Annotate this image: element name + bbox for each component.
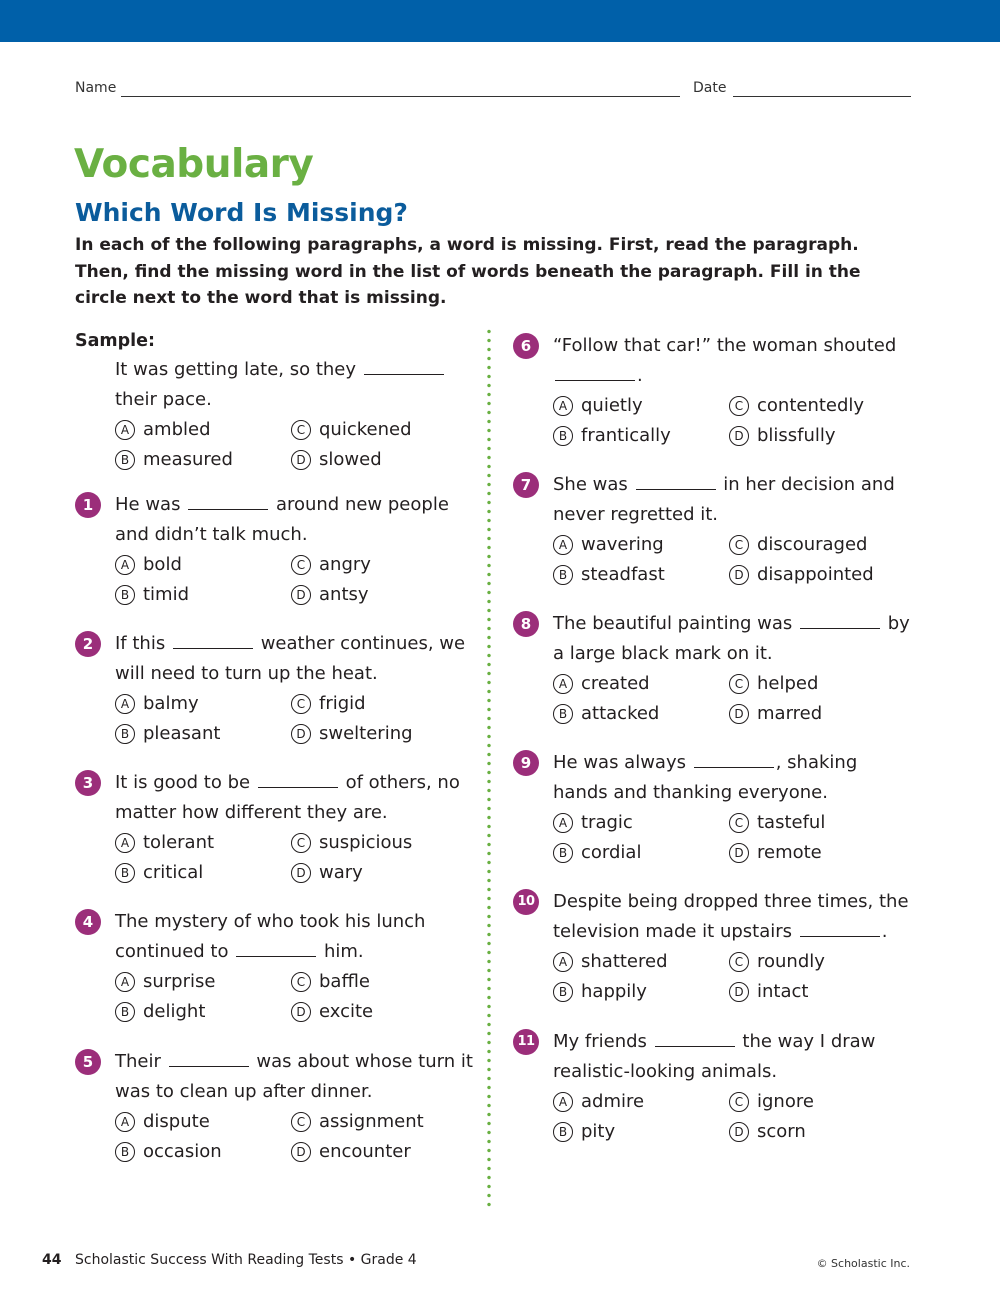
answer-blank xyxy=(364,374,444,375)
bubble-icon[interactable]: D xyxy=(729,704,749,724)
options xyxy=(513,808,893,868)
stem-before: It is good to be xyxy=(115,772,251,793)
stem-before: Their xyxy=(115,1051,161,1072)
bubble-icon[interactable]: D xyxy=(729,565,749,585)
instructions: In each of the following paragraphs, a word is missing. First, read the paragraph. Then, find the missing word in the list of words beneath the paragraph. Fill in the circle next to the word that is missing. xyxy=(75,235,861,308)
bubble-icon[interactable]: C xyxy=(729,674,749,694)
question-11 xyxy=(513,1027,893,1147)
sample-question xyxy=(75,355,455,475)
option-b[interactable]: B measured xyxy=(115,445,233,475)
option-d[interactable]: D antsy xyxy=(291,580,369,610)
option-b[interactable]: B frantically xyxy=(553,421,671,451)
question-stem xyxy=(75,355,475,415)
option-d[interactable]: D intact xyxy=(729,977,808,1007)
option-b[interactable]: B steadfast xyxy=(553,560,665,590)
option-b[interactable]: B occasion xyxy=(115,1137,222,1167)
bubble-icon[interactable]: C xyxy=(291,555,311,575)
answer-blank xyxy=(800,628,880,629)
answer-blank xyxy=(173,648,253,649)
option-a[interactable]: A dispute xyxy=(115,1107,210,1137)
option-c[interactable]: C quickened xyxy=(291,415,412,445)
option-c[interactable]: C tasteful xyxy=(729,808,825,838)
question-1 xyxy=(75,490,455,610)
column-divider xyxy=(487,327,491,1211)
bubble-icon[interactable]: D xyxy=(291,724,311,744)
question-stem xyxy=(75,629,475,689)
options xyxy=(75,550,455,610)
bubble-icon[interactable]: B xyxy=(115,1002,135,1022)
date-label: Date xyxy=(693,80,727,96)
option-c[interactable]: C angry xyxy=(291,550,371,580)
stem-after: their pace. xyxy=(115,389,212,410)
option-d[interactable]: D blissfully xyxy=(729,421,836,451)
stem-before: It was getting late, so they xyxy=(115,359,357,380)
bubble-icon[interactable]: D xyxy=(729,426,749,446)
bubble-icon[interactable]: D xyxy=(291,863,311,883)
option-d[interactable]: D excite xyxy=(291,997,373,1027)
bubble-icon[interactable]: A xyxy=(553,674,573,694)
option-c[interactable]: C baffle xyxy=(291,967,370,997)
stem-before: He was xyxy=(115,494,181,515)
stem-before: The mystery of who took his lunch continued to xyxy=(115,911,426,962)
copyright: © Scholastic Inc. xyxy=(816,1257,910,1270)
bubble-icon[interactable]: C xyxy=(729,813,749,833)
stem-before: If this xyxy=(115,633,166,654)
stem-before: Despite being dropped three times, the television made it upstairs xyxy=(553,891,909,942)
bubble-icon[interactable]: C xyxy=(291,694,311,714)
question-10 xyxy=(513,887,909,1007)
bubble-icon[interactable]: C xyxy=(729,535,749,555)
bubble-icon[interactable]: C xyxy=(291,833,311,853)
question-stem xyxy=(513,887,913,947)
question-stem xyxy=(513,748,913,808)
options xyxy=(513,669,893,729)
option-c[interactable]: C discouraged xyxy=(729,530,867,560)
name-label: Name xyxy=(75,80,117,96)
bubble-icon[interactable]: A xyxy=(553,1092,573,1112)
bubble-icon[interactable]: A xyxy=(115,694,135,714)
question-stem xyxy=(513,1027,913,1087)
bubble-icon[interactable]: B xyxy=(553,982,573,1002)
option-d[interactable]: D scorn xyxy=(729,1117,806,1147)
option-c[interactable]: C helped xyxy=(729,669,818,699)
option-a[interactable]: A shattered xyxy=(553,947,668,977)
question-number-badge: 6 xyxy=(513,333,539,359)
question-number-badge: 2 xyxy=(75,631,101,657)
bubble-icon[interactable]: B xyxy=(115,1142,135,1162)
option-d[interactable]: D marred xyxy=(729,699,822,729)
options xyxy=(513,530,893,590)
question-number-badge: 4 xyxy=(75,909,101,935)
option-a[interactable]: A balmy xyxy=(115,689,199,719)
option-a[interactable]: A surprise xyxy=(115,967,215,997)
bubble-icon[interactable]: B xyxy=(553,843,573,863)
bubble-icon[interactable]: D xyxy=(729,982,749,1002)
answer-blank xyxy=(169,1066,249,1067)
bubble-icon[interactable]: A xyxy=(553,952,573,972)
answer-blank xyxy=(694,767,774,768)
question-stem xyxy=(513,609,913,669)
stem-before: She was xyxy=(553,474,628,495)
question-8 xyxy=(513,609,910,729)
stem-before: The beautiful painting was xyxy=(553,613,793,634)
option-d[interactable]: D disappointed xyxy=(729,560,874,590)
stem-before: He was always xyxy=(553,752,686,773)
bubble-icon[interactable]: B xyxy=(115,724,135,744)
bubble-icon[interactable]: B xyxy=(553,426,573,446)
option-c[interactable]: C contentedly xyxy=(729,391,864,421)
option-a[interactable]: A created xyxy=(553,669,650,699)
question-stem xyxy=(75,1047,475,1107)
option-c[interactable]: C assignment xyxy=(291,1107,424,1137)
bubble-icon[interactable]: B xyxy=(115,863,135,883)
options xyxy=(75,1107,455,1167)
question-3 xyxy=(75,768,460,888)
question-9 xyxy=(513,748,893,868)
stem-after: of others, no matter how different they are. xyxy=(115,772,460,823)
option-a[interactable]: A tragic xyxy=(553,808,633,838)
question-6 xyxy=(513,331,897,451)
answer-blank xyxy=(236,956,316,957)
bubble-icon[interactable]: D xyxy=(291,585,311,605)
option-b[interactable]: B happily xyxy=(553,977,647,1007)
options xyxy=(75,689,455,749)
book-title: Scholastic Success With Reading Tests • Grade 4 xyxy=(75,1252,417,1268)
stem-after: . xyxy=(881,921,888,942)
bubble-icon[interactable]: B xyxy=(553,704,573,724)
question-number-badge: 8 xyxy=(513,611,539,637)
option-a[interactable]: A ambled xyxy=(115,415,211,445)
bubble-icon[interactable]: B xyxy=(553,565,573,585)
bubble-icon[interactable]: A xyxy=(115,1112,135,1132)
bubble-icon[interactable]: D xyxy=(729,843,749,863)
question-number-badge: 5 xyxy=(75,1049,101,1075)
options xyxy=(75,415,455,475)
stem-after: in her decision and never regretted it. xyxy=(553,474,895,525)
bubble-icon[interactable]: A xyxy=(115,555,135,575)
option-b[interactable]: B critical xyxy=(115,858,203,888)
bubble-icon[interactable]: A xyxy=(553,396,573,416)
option-d[interactable]: D encounter xyxy=(291,1137,411,1167)
option-d[interactable]: D sweltering xyxy=(291,719,413,749)
bubble-icon[interactable]: D xyxy=(291,450,311,470)
question-4 xyxy=(75,907,455,1027)
name-date-row xyxy=(75,80,911,100)
question-number-badge: 11 xyxy=(513,1029,539,1055)
bubble-icon[interactable]: D xyxy=(291,1142,311,1162)
option-d[interactable]: D wary xyxy=(291,858,363,888)
bubble-icon[interactable]: A xyxy=(553,535,573,555)
question-number-badge: 9 xyxy=(513,750,539,776)
option-b[interactable]: B attacked xyxy=(553,699,659,729)
option-b[interactable]: B delight xyxy=(115,997,205,1027)
options xyxy=(75,967,455,1027)
bubble-icon[interactable]: A xyxy=(115,972,135,992)
name-line[interactable] xyxy=(121,96,680,97)
answer-blank xyxy=(188,509,268,510)
options xyxy=(75,828,455,888)
option-c[interactable]: C suspicious xyxy=(291,828,412,858)
bubble-icon[interactable]: A xyxy=(553,813,573,833)
stem-after: was about whose turn it was to clean up after dinner. xyxy=(115,1051,473,1102)
bubble-icon[interactable]: C xyxy=(729,952,749,972)
bubble-icon[interactable]: A xyxy=(115,420,135,440)
options xyxy=(513,1087,893,1147)
sample-label: Sample: xyxy=(75,331,156,351)
option-a[interactable]: A bold xyxy=(115,550,182,580)
option-b[interactable]: B timid xyxy=(115,580,189,610)
answer-blank xyxy=(258,787,338,788)
bubble-icon[interactable]: D xyxy=(729,1122,749,1142)
question-stem xyxy=(513,331,913,391)
answer-blank xyxy=(555,380,635,381)
option-c[interactable]: C frigid xyxy=(291,689,366,719)
question-stem xyxy=(75,490,475,550)
bubble-icon[interactable]: A xyxy=(115,833,135,853)
stem-after: the way I draw realistic-looking animals. xyxy=(553,1031,876,1082)
question-number-badge: 7 xyxy=(513,472,539,498)
stem-after: weather continues, we will need to turn up the heat. xyxy=(115,633,466,684)
stem-after: , shaking hands and thanking everyone. xyxy=(553,752,858,803)
option-b[interactable]: B pity xyxy=(553,1117,615,1147)
question-number-badge: 3 xyxy=(75,770,101,796)
option-b[interactable]: B cordial xyxy=(553,838,641,868)
answer-blank xyxy=(655,1046,735,1047)
question-2 xyxy=(75,629,466,749)
option-b[interactable]: B pleasant xyxy=(115,719,220,749)
option-a[interactable]: A admire xyxy=(553,1087,644,1117)
page-subtitle: Which Word Is Missing? xyxy=(75,198,408,227)
question-stem xyxy=(75,907,475,967)
stem-after: by a large black mark on it. xyxy=(553,613,910,664)
page-title: Vocabulary xyxy=(74,142,314,187)
stem-before: My friends xyxy=(553,1031,647,1052)
bubble-icon[interactable]: C xyxy=(291,972,311,992)
bubble-icon[interactable]: D xyxy=(291,1002,311,1022)
question-number-badge: 10 xyxy=(513,889,539,915)
option-d[interactable]: D remote xyxy=(729,838,822,868)
bubble-icon[interactable]: B xyxy=(115,585,135,605)
stem-before: “Follow that car!” the woman shouted xyxy=(553,335,897,356)
options xyxy=(513,947,893,1007)
option-c[interactable]: C ignore xyxy=(729,1087,814,1117)
option-a[interactable]: A wavering xyxy=(553,530,664,560)
bubble-icon[interactable]: C xyxy=(291,420,311,440)
option-a[interactable]: A tolerant xyxy=(115,828,214,858)
option-c[interactable]: C roundly xyxy=(729,947,825,977)
bubble-icon[interactable]: C xyxy=(291,1112,311,1132)
answer-blank xyxy=(636,489,716,490)
bubble-icon[interactable]: C xyxy=(729,396,749,416)
bubble-icon[interactable]: C xyxy=(729,1092,749,1112)
question-stem xyxy=(513,470,913,530)
stem-after: him. xyxy=(323,941,364,962)
question-number-badge: 1 xyxy=(75,492,101,518)
top-banner xyxy=(0,0,1000,42)
bubble-icon[interactable]: B xyxy=(115,450,135,470)
date-line[interactable] xyxy=(733,96,911,97)
stem-after: around new people and didn’t talk much. xyxy=(115,494,449,545)
answer-blank xyxy=(800,936,880,937)
question-5 xyxy=(75,1047,473,1167)
option-d[interactable]: D slowed xyxy=(291,445,382,475)
question-7 xyxy=(513,470,893,590)
stem-after: . xyxy=(637,365,643,386)
options xyxy=(513,391,893,451)
option-a[interactable]: A quietly xyxy=(553,391,643,421)
bubble-icon[interactable]: B xyxy=(553,1122,573,1142)
page-number: 44 xyxy=(42,1252,62,1268)
question-stem xyxy=(75,768,475,828)
